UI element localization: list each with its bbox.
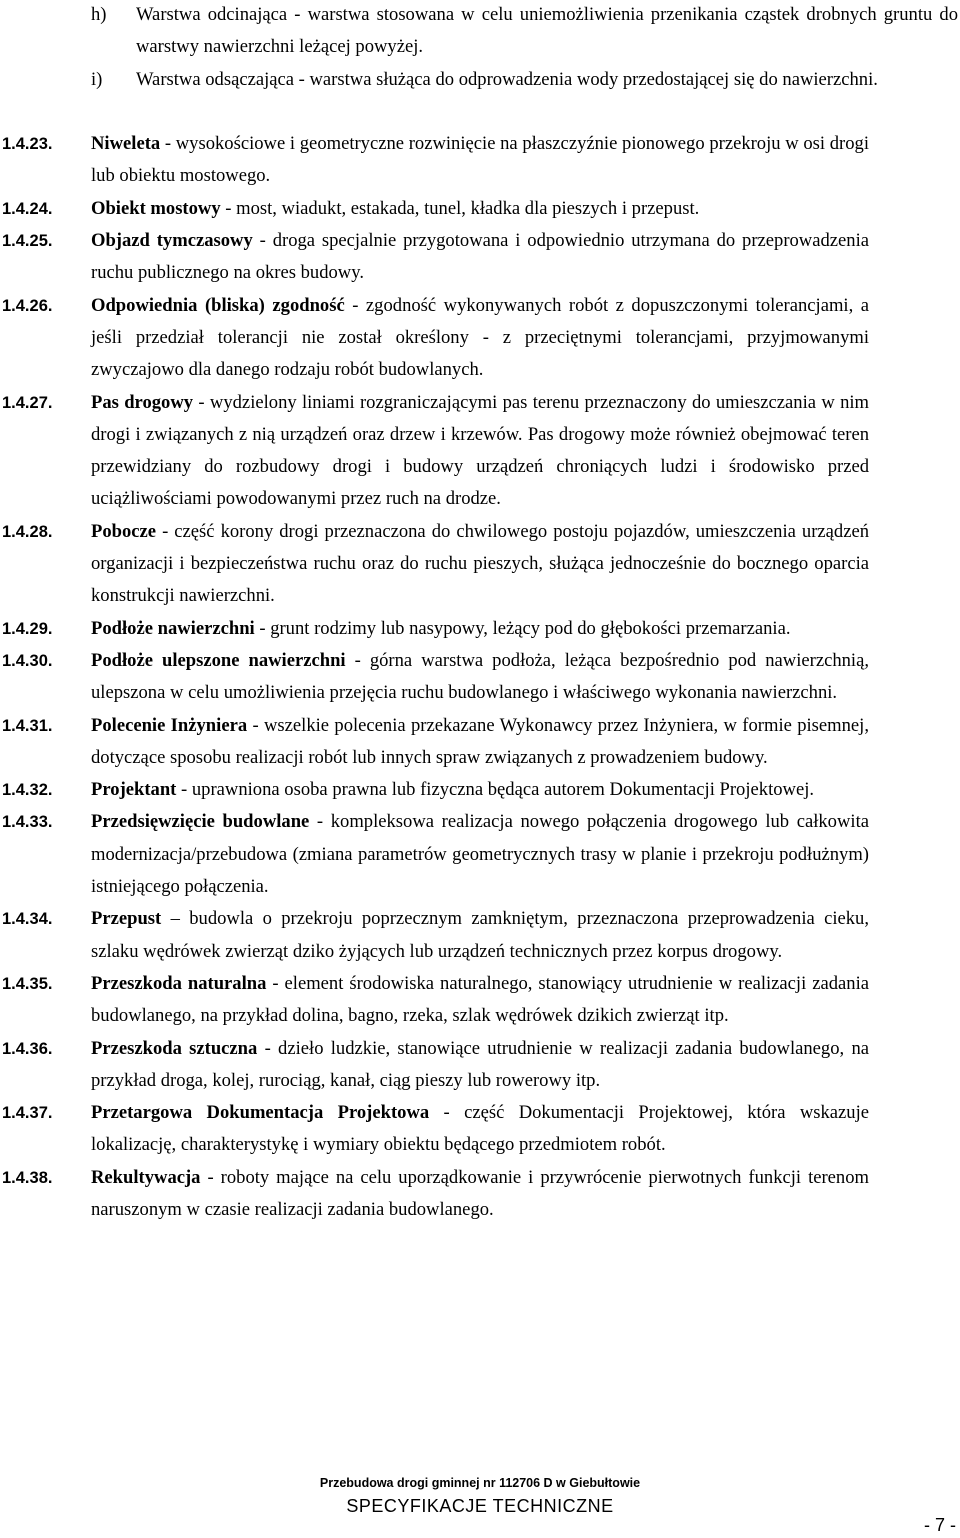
entry-text: [91, 193, 869, 225]
entry-number: 1.4.38.: [2, 1168, 53, 1187]
entry-definition: - most, wiadukt, estakada, tunel, kładka dla pieszych i przepust.: [220, 197, 700, 219]
entry-term: Pobocze: [91, 520, 157, 542]
footer-subtitle: SPECYFIKACJE TECHNICZNE: [346, 1496, 614, 1516]
entry-term: Odpowiednia (bliska) zgodność: [91, 294, 345, 316]
entry-number: 1.4.24.: [2, 199, 53, 218]
entry-definition: - wszelkie polecenia przekazane Wykonawcy przez Inżyniera, w formie pisemnej, dotyczące sposobu realizacji robót lub innych spraw związanych z prowadzeniem budowy.: [91, 714, 869, 768]
list-item: [0, 0, 960, 64]
entry-text: [91, 806, 869, 903]
entry-definition: - wydzielony liniami rozgraniczającymi pas terenu przeznaczony do umieszczania w nim drogi i związanych z nią urządzeń oraz drzew i krzewów. Pas drogowy może również obejmować teren przewidziany do rozbudowy drogi i budowy urządzeń chroniących ludzi i środowisko przed uciążliwościami powodowanymi przez ruch na drodze.: [91, 391, 870, 510]
entry-text: [91, 710, 869, 775]
definition-entry: [0, 516, 869, 613]
entry-text: [91, 516, 869, 613]
entry-text: [91, 1097, 869, 1162]
list-item-text: Warstwa odsączająca - warstwa służąca do odprowadzenia wody przedostającej się do nawierzchni.: [136, 68, 878, 90]
entry-text: [91, 613, 869, 645]
definition-entry: [0, 968, 869, 1033]
entry-term: Polecenie Inżyniera: [91, 714, 248, 736]
entry-number: 1.4.23.: [2, 135, 53, 154]
entry-number: 1.4.32.: [2, 781, 53, 800]
page-number: - 7 -: [923, 1515, 956, 1535]
entry-definition: - roboty mające na celu uporządkowanie i przywrócenie pierwotnych funkcji terenom naruszonym w czasie realizacji zadania budowlanego.: [91, 1166, 869, 1220]
definition-entry: [0, 225, 869, 290]
entry-number: 1.4.31.: [2, 716, 53, 735]
entry-number: 1.4.27.: [2, 393, 53, 412]
entry-definition: - część Dokumentacji Projektowej, która wskazuje lokalizację, charakterystykę i wymiary obiektu będącego przedmiotem robót.: [91, 1102, 869, 1156]
entry-definition: - kompleksowa realizacja nowego połączenia drogowego lub całkowita modernizacja/przebudowa (zmiana parametrów geometrycznych trasy w planie i przekroju podłużnym) istniejącego połączenia.: [91, 811, 869, 898]
entry-term: Przeszkoda sztuczna: [91, 1037, 258, 1059]
entry-number: 1.4.28.: [2, 522, 53, 541]
entry-number: 1.4.33.: [2, 813, 53, 832]
entry-term: Projektant: [91, 779, 177, 801]
footer-title: Przebudowa drogi gminnej nr 112706 D w Giebułtowie: [319, 1476, 641, 1490]
definitions-list: [0, 128, 960, 1226]
entry-term: Pas drogowy: [91, 391, 194, 413]
entry-term: Rekultywacja: [91, 1166, 201, 1188]
entry-term: Przepust: [91, 908, 162, 930]
entry-term: Przeszkoda naturalna: [91, 972, 267, 994]
entry-definition: - wysokościowe i geometryczne rozwinięcie na płaszczyźnie pionowego przekroju w osi drogi lub obiektu mostowego.: [91, 133, 869, 187]
definition-entry: [0, 1033, 869, 1098]
entry-number: 1.4.34.: [2, 910, 53, 929]
entry-definition: - grunt rodzimy lub nasypowy, leżący pod do głębokości przemarzania.: [254, 617, 791, 639]
entry-number: 1.4.29.: [2, 619, 53, 638]
entry-definition: - górna warstwa podłoża, leżąca bezpośrednio pod nawierzchnią, ulepszona w celu umożliwienia przejęcia ruchu budowlanego i właściwego wykonania nawierzchni.: [91, 649, 869, 704]
entry-text: [91, 128, 869, 193]
entry-definition: - uprawniona osoba prawna lub fizyczna będąca autorem Dokumentacji Projektowej.: [176, 779, 815, 801]
list-marker: h): [91, 4, 107, 25]
entry-definition: - droga specjalnie przygotowana i odpowiednio utrzymana do przeprowadzenia ruchu publicznego na okres budowy.: [91, 230, 870, 284]
entry-term: Przedsięwzięcie budowlane: [91, 811, 310, 833]
entry-text: [91, 387, 869, 516]
definition-entry: [0, 193, 869, 225]
definition-entry: [0, 710, 869, 775]
entry-term: Podłoże nawierzchni: [91, 617, 255, 639]
definition-entry: [0, 290, 869, 387]
definition-entry: [0, 613, 869, 645]
definition-entry: [0, 1097, 869, 1162]
entry-text: [91, 1033, 869, 1098]
entry-text: [91, 225, 869, 290]
definition-entry: [0, 645, 869, 710]
definition-entry: [0, 1162, 869, 1227]
list-item: [0, 64, 960, 129]
entry-number: 1.4.30.: [2, 651, 53, 670]
entry-definition: - zgodność wykonywanych robót z dopuszczonymi tolerancjami, a jeśli przedział tolerancji nie został określony - z przeciętnymi tolerancjami, przyjmowanymi zwyczajowo dla danego rodzaju robót budowlanych.: [91, 294, 869, 381]
entry-text: [91, 290, 869, 387]
entry-text: [91, 903, 869, 968]
entry-number: 1.4.35.: [2, 974, 53, 993]
entry-text: [91, 1162, 869, 1227]
entry-number: 1.4.37.: [2, 1104, 53, 1123]
entry-text: [91, 645, 869, 710]
entry-term: Obiekt mostowy: [91, 197, 221, 219]
entry-text: [91, 774, 869, 806]
entry-term: Objazd tymczasowy: [91, 230, 253, 252]
definition-entry: [0, 806, 869, 903]
definition-entry: [0, 128, 869, 193]
entry-text: [91, 968, 869, 1033]
list-marker: i): [91, 68, 103, 90]
entry-number: 1.4.36.: [2, 1039, 53, 1058]
entry-number: 1.4.25.: [2, 232, 53, 251]
definition-entry: [0, 774, 869, 806]
entry-number: 1.4.26.: [2, 296, 53, 315]
entry-term: Niweleta: [91, 133, 161, 155]
list-item-text: Warstwa odcinająca - warstwa stosowana w celu uniemożliwienia przenikania cząstek drobnych gruntu do warstwy nawierzchni leżącej powyżej.: [136, 4, 958, 58]
entry-definition: - część korony drogi przeznaczona do chwilowego postoju pojazdów, umieszczenia urządzeń organizacji i bezpieczeństwa ruchu oraz do ruchu pieszych, służąca jednocześnie do bocznego oparcia konstrukcji nawierzchni.: [91, 520, 869, 607]
entry-term: Przetargowa Dokumentacja Projektowa: [91, 1102, 430, 1124]
definition-entry: [0, 387, 869, 516]
definition-entry: [0, 903, 869, 968]
entry-definition: - dzieło ludzkie, stanowiące utrudnienie w realizacji zadania budowlanego, na przykład droga, kolej, rurociąg, kanał, ciąg pieszy lub rowerowy itp.: [91, 1037, 869, 1091]
entry-definition: - element środowiska naturalnego, stanowiący utrudnienie w realizacji zadania budowlanego, na przykład dolina, bagno, rzeka, szlak wędrówek dzikich zwierząt itp.: [91, 972, 869, 1027]
entry-definition: – budowla o przekroju poprzecznym zamkniętym, przeznaczona przeprowadzenia cieku, szlaku wędrówek zwierząt dziko żyjących lub urządzeń technicznych przez korpus drogowy.: [91, 908, 869, 962]
entry-term: Podłoże ulepszone nawierzchni: [91, 649, 346, 671]
